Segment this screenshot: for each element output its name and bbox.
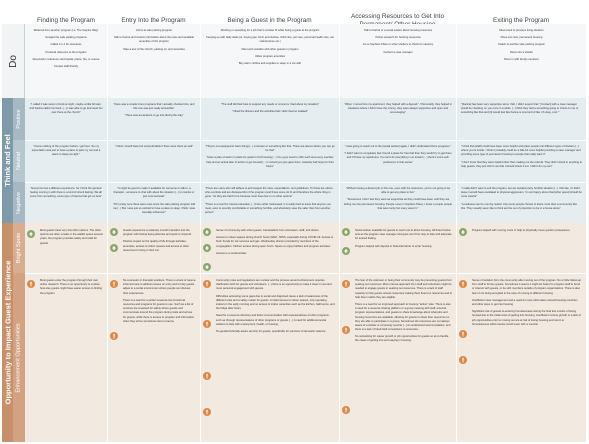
cell-text: "I really didn't want to exit the program, but we needed pretty horrible situation [...] I felt like, if I didn't leave it would have escalated to physical aggression. I'm not happy about that [other guest] should be more careful": [461, 187, 582, 199]
alert-icon: [203, 280, 211, 288]
alert-icon: [459, 330, 467, 338]
alert-icon: [459, 356, 467, 364]
cell-text: Go to Sophia's Place or other shelters to check for vacancy: [362, 43, 434, 47]
cell-text: Move into a shelter: [510, 50, 533, 54]
row-label-do-text: Do: [7, 54, 19, 68]
arrow-up-icon: [342, 228, 350, 236]
cell-text: "Sometimes I don't feel they were as supportive as they could have been until they are letting me into permanent housing. People move in Sophia's Place, I know a couple people that were lucky but many weren't.": [344, 198, 452, 210]
cell-text: Buy warm clothes and supplies to sleep in a car with: [238, 61, 302, 65]
cell-text: "There is a need for trauma education [...] From what I witnessed, it is really hard to know that anyone you meet, even is recently comfortable or something horrible, and absolutely save the safer than from another person": [205, 202, 331, 214]
positive-cell-resources: [340, 100, 456, 140]
positive-cell-guest: [201, 100, 339, 140]
positive-cell-finding: [25, 100, 107, 140]
cell-text: Meet and socialize with other guests in program: [241, 47, 299, 51]
column-header-guest: Being a Guest in the Program: [227, 17, 312, 24]
column-header-exiting: Exiting the Program: [492, 17, 550, 24]
cell-text: Most guests enter the program through their own online research. There is an opportunity to explore how else guests might have easier access to finding the program.: [40, 279, 102, 295]
cell-text: "Loneliness can be one big reason why some people choose to leave more than a community like this. They usually seem like to think and be out of proportion to be in a house alone": [461, 202, 577, 210]
do-cell-finding: [25, 26, 107, 98]
bright-cell-guest: [212, 226, 339, 273]
row-label-think-feel: [2, 98, 13, 223]
alert-icon: [110, 280, 118, 288]
alert-icon: [459, 280, 467, 288]
cell-text: Community rules and regulations are unclear and the process around enforcement requires clarification both for guests and volunteers. [...] there is an opportunity to make it clear in new and more personal engagement with guests.: [216, 279, 332, 291]
cell-text: No gender/culturally aware security for guests, specifically for survivors of domestic violence.: [216, 329, 327, 333]
row-divider: [25, 182, 586, 183]
cell-text: Keeping up with daily tasks (ie: buying gas, food, and clothes, child care, pet care, personal health care, car maintenance etc.): [206, 36, 334, 44]
cell-text: Program helped with moving costs or help to physically move guests' possessions.: [472, 229, 571, 232]
cell-text: Positive impact on the quality of life through activities, amenities, access to indoor spaces and access to other resources for living in their car.: [123, 240, 190, 252]
cell-text: "They're not equipped to have things [...] a shower or something like that. There are places where you can go for that": [205, 145, 335, 153]
bright-cell-entry: [119, 226, 200, 273]
cell-text: There is a need for an improved approach to housing "action" plan. There is also a need for a resource sharing platform or a group meeting with staff, external program representatives, and guests to share knowledge about what jobs and housing resources are available, allowing for guests to share their resources so they are able to participate in a group. Sometimes the resources are not always aware of a shelter or a housing voucher [...] an understood accommodation, and there is a lack of hand-held connections to resources.: [355, 302, 451, 332]
cell-text: "I think that [staff] could have been more helpful and place people into different types of shelters [...] where you're inside. I think it probably could be a little bit more helpful providing a case manager and providing some type of permanent housing to people that really want it": [461, 145, 581, 157]
cell-text: Sense of isolation from the community after moving out of the program. No or little follow-up from staff to former guests. Sometimes it seems it might be better for program staff to bond or interact with guests, or be with members outside of program organizations. There is also fear of not being accepted in the case of moving to different housing.: [472, 279, 581, 295]
cell-text: Switch to another safe parking program: [498, 43, 545, 47]
cell-text: "When I moved into my apartment, they helped with a deposit." / Personally, they helped in situations where I didn't have the money, they were always supportive and open and encouraging": [344, 103, 452, 115]
subrow-positive: [13, 98, 25, 140]
row-label-think-feel-text: Think and Feel: [3, 134, 13, 187]
negative-cell-entry: [108, 184, 200, 223]
negative-cell-resources: [340, 184, 456, 223]
neutral-cell-guest: [201, 142, 339, 182]
column-header-entry: Entry Into the Program: [121, 17, 186, 24]
cell-text: Significant risk of guests re-entering homelessness during the final few months of being housed due to the initial costs of getting into housing. Insufficient income growth or a lack of job opportunities prior to moving out are at risk of losing housing and return to homelessness within twelve-month even with a voucher.: [472, 310, 581, 326]
positive-cell-exiting: [457, 100, 586, 140]
cell-text: "Without having a decent job in this one, even with the resources, you're not going to be able to get any place to live": [345, 187, 451, 195]
cell-text: Access to a social worker.: [216, 251, 247, 255]
cell-text: Social worker available for guests to reach out to about housing. All three Karina acts as the program case manager and goes out of her way to help and advocate for scared finding.: [355, 229, 452, 241]
cell-text: Program helped with deposit or financial barrier to enter housing.: [355, 244, 433, 248]
cell-text: Access to indoor spaces during church hours (9AM - 5PM), especially during COVID-19. Access to food: Funds for car services and gas. Wednesday dinners provided by members of the congregation. Kitchen access during open hours. Space to enjoy hobbies and program activities.: [216, 236, 334, 248]
cell-text: "I think I would have felt uncomfortable if there were there as well": [114, 145, 194, 148]
cell-text: Arrive at safe parking program: [135, 29, 173, 32]
row-label-opportunity-text: Opportunity to Impact Guest Experience: [3, 260, 12, 405]
do-cell-resources: [340, 26, 456, 98]
cell-text: There is a need for a written resource list of external resources and programs for guests to use. Such as a list of services are reviewed for safety where guests and communicate around the program during visits and across for guests, while there is access to program and information when they arrive sometimes due to trauma: [123, 298, 195, 323]
cell-text: "[Karina] has been very supportive since I left, I didn't expect that." [Contact] with a case manager would be checking on you once in a while. [...] Wish they had a something going to check on me or something like that and [it] would feel like Karina is now kind of like 'oh okay, cool.'": [461, 103, 579, 115]
cell-text: "I don't know that they were helpful other than making me the referral. They didn't check in anything to help guests, they just told to me that I should check it out. I didn't do my own": [461, 160, 582, 168]
cell-text: Personal reference to the program: [45, 50, 87, 54]
bright-cell-finding: [36, 226, 107, 273]
cell-text: Googled for safe parking programs: [45, 36, 87, 40]
subrow-negative: [13, 182, 25, 223]
bright-cell-resources: [351, 226, 456, 273]
cell-text: Contact staff directly: [53, 64, 79, 68]
subrow-positive-text: Positive: [16, 109, 22, 129]
neutral-cell-finding: [25, 142, 107, 182]
cell-text: Insufficient case management and a need for more information around housing vouchers and other ways to get into housing.: [472, 298, 578, 306]
enhance-cell-guest: [212, 276, 339, 442]
arrow-up-icon: [203, 228, 211, 236]
cell-text: Move into new, permanent housing: [500, 36, 543, 40]
cell-text: "there was a couple more programs that I actually checked into, and this one was just really accessible": [113, 103, 195, 111]
bright-cell-exiting: [468, 226, 586, 273]
alert-icon: [110, 332, 118, 340]
cell-text: "It might be good to make it available for someone to talk to, a therapist - someone to chat with about the situation [...] to resolve or just communicate": [113, 187, 195, 199]
subrow-neutral-text: Neutral: [16, 151, 23, 171]
cell-text: Need for a resource directory and direct communication with representatives of other programs, such as through representatives of other programs or guests. [...] A need for additional social workers to help with employment, health, or housing.: [216, 314, 330, 326]
cell-text: Take a tour of the church, parking lot, and amenities: [123, 47, 185, 51]
row-divider: [25, 273, 586, 274]
do-cell-exiting: [457, 26, 586, 98]
neutral-cell-resources: [340, 142, 456, 182]
do-cell-entry: [108, 26, 200, 98]
cell-text: "There was acceptance to go into during the stay": [124, 114, 184, 118]
arrow-up-icon: [203, 263, 211, 271]
cell-text: "The staff did their best to support any needs or concerns I had about my situation": [220, 103, 320, 106]
enhance-cell-finding: [36, 276, 107, 442]
cell-text: Most guests have very few other options. The other options are often unsafe or the waitlist spans several years, the program provides safety and relief for guests.: [40, 229, 103, 245]
negative-cell-guest: [201, 184, 339, 223]
row-divider: [25, 140, 586, 141]
cell-text: "I didn't want to completely feel I found a place for free that then they would try to get there and I'd have my apartment. You can't do everything in an instant [...] there's some self-preference in that sense": [344, 152, 452, 164]
positive-cell-entry: [108, 100, 200, 140]
arrow-up-icon: [459, 228, 467, 236]
cell-text: Sense of community with other guests. Camaraderie from volunteers, staff, and others.: [216, 229, 320, 232]
alert-icon: [203, 408, 211, 416]
cell-text: Online research for housing resources: [375, 36, 421, 40]
cell-text: "Everyone has a different experience. So I think the general feeling coming in with there is a kind of shock feeling. We all come from something, some type of trauma that got us here": [29, 187, 103, 199]
cell-text: Called 2-1-1 for resources: [50, 43, 82, 47]
cell-text: "I was going to reach out to the [social worker] again, I didn't understand there programs.": [344, 145, 452, 148]
cell-text: No networking for career growth or job opportunities for guests so as to handle the cases of getting into and staying in housing.: [355, 335, 449, 343]
alert-icon: [27, 280, 35, 288]
alert-icon: [342, 326, 350, 334]
alert-icon: [342, 280, 350, 288]
cell-text: The fear of the unknown or being their community may be preventing guests from seeking out resources. More intense approach from staff and volunteers might be needed to engage guests in seeking out resources. There is a lack of staff capacity to help guests access resources making them fluent on resources and to help them realize they are eligible.: [355, 279, 452, 299]
cell-text: Move in with family members: [504, 57, 539, 61]
cell-text: Referred from another program (i.e. The Surplus Way): [33, 29, 99, 32]
column-header-finding: Finding the Program: [37, 17, 95, 24]
cell-text: No counselor or therapist positions. There is a lack of trauma informed care to address issues on entry and to help guests adjust to a social environment where people can discuss their experiences.: [123, 279, 196, 295]
neutral-cell-entry: [108, 142, 200, 182]
cell-text: Talk to Karina or a social worker about housing resources: [363, 29, 433, 32]
negative-cell-exiting: [457, 184, 586, 223]
column-header-resources: Accessing Resources to Get Into: [350, 13, 445, 20]
cell-text: "I called it was seven o'clock at night, maybe a little bit later. And Karina called me back. [...] I was able to go and meet her over there at the church": [29, 103, 103, 115]
cell-text: Contact a case manager: [383, 50, 413, 54]
alert-icon: [203, 320, 211, 328]
do-cell-guest: [201, 26, 339, 98]
arrow-up-icon: [27, 230, 35, 238]
negative-cell-finding: [25, 184, 107, 223]
cell-text: "I liked the dinners and the activities that I didn't feel so isolated": [231, 110, 309, 114]
subrow-enhancement: [13, 273, 25, 442]
cell-text: "Oh I pretty sure there were ones since the safe parking program told me [...] But I was just so excited to have a place to sleep I think I was mentally enhanced.": [112, 202, 196, 214]
row-label-do: [2, 24, 25, 98]
cell-text: "I knew nothing of the program before I got here. So my expectation was just to have a place to park my car and a place to sleep at night.": [31, 145, 101, 157]
subrow-bright-spots-text: Bright Spots: [16, 232, 23, 264]
cell-text: Move back to previous living situation: [499, 29, 544, 32]
arrow-up-icon: [203, 244, 211, 252]
enhance-cell-resources: [351, 276, 456, 442]
cell-text: Difficulties accessing some gaps due to social and disjointed cause a lack of awareness of the different rules and a safety matter for guests. Limited access to indoor spaces, only operating indoors in the early morning and no access to indoor amenities such as the kitchen, bathrooms, and the fridge after hours.: [216, 294, 335, 311]
alert-icon: [342, 406, 350, 414]
cell-text: "Have a plan of action in place for goals to find housing [...] You guys need to offer each and every member help and an actual plan of action to get housed [...] I noticed you just gave them, instantly had hope for their future": [206, 156, 334, 168]
subrow-negative-text: Negative: [16, 191, 23, 214]
neutral-cell-exiting: [457, 142, 586, 182]
arrow-up-icon: [342, 247, 350, 255]
cell-text: Received in reference via hospital, police, fire, or rescue: [32, 57, 100, 61]
cell-text: Talk to Karina and receive information about the rules and available amenities of the program: [113, 36, 195, 44]
arrow-up-icon: [110, 228, 118, 236]
subrow-neutral: [13, 140, 25, 182]
cell-text: Guests experience a relatively smooth transition into the program with Karina being attentive and quick to respond.: [123, 229, 192, 237]
row-label-opportunity: [2, 223, 13, 442]
alert-icon: [203, 372, 211, 380]
cell-text: Utilize program amenities: [254, 54, 286, 58]
enhance-cell-entry: [119, 276, 200, 442]
subrow-bright-spots: [13, 223, 25, 273]
cell-text: "There are many who will adhere to and respect the rules, expectations, and guidelines. To those are others who overlook and are disrespectful of the program (and those some do it) and therefore the whole thing in gone. Yet they are hard to be because most have few or no other options": [205, 187, 333, 199]
arrow-up-icon: [110, 244, 118, 252]
cell-text: Working or searching for a job that is a better fit while being a guest at the program: [220, 29, 320, 32]
subrow-enhancement-text: Enhancement Opportunities: [16, 322, 22, 393]
enhance-cell-exiting: [468, 276, 586, 442]
